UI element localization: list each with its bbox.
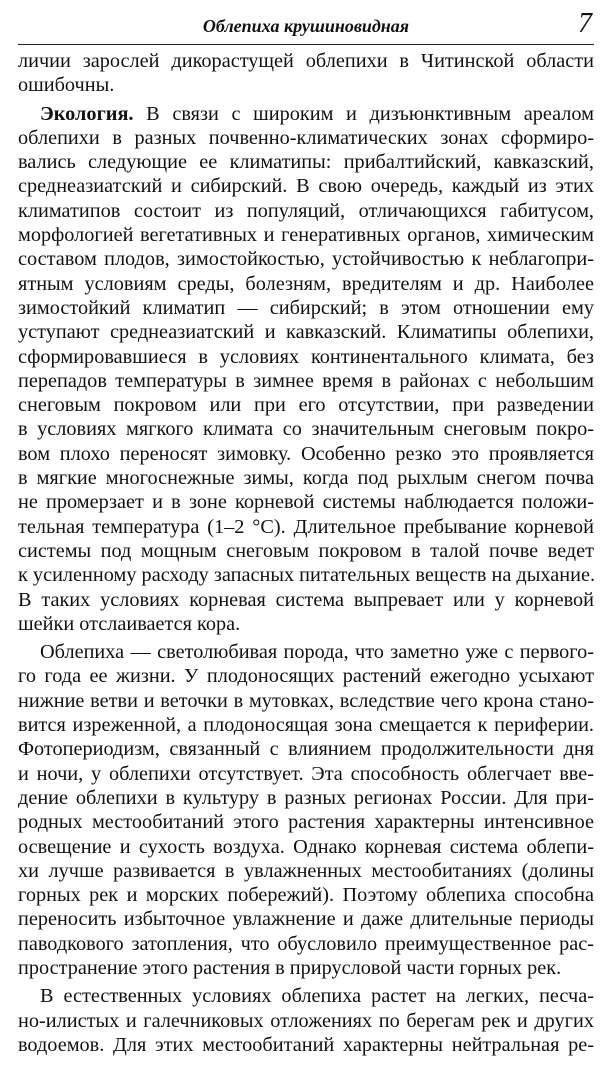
text-line: Облепиха — светолюбивая порода, что заметно уже с первого- <box>40 641 594 664</box>
text-line: к усиленному расходу запасных питательных веществ на дыхание. <box>18 564 596 587</box>
running-title: Облепиха крушиновидная <box>202 16 410 36</box>
text-line: дение облепихи в культуру в разных регионах России. Для при- <box>18 786 594 809</box>
text-line: снеговым покровом или при его отсутствии, при разведении <box>18 394 594 417</box>
text-line: морфологией вегетативных и генеративных органов, химическим <box>18 224 594 247</box>
text-line: личии зарослей дикорастущей облепихи в Читинской области <box>18 50 594 72</box>
text-line: го года ее жизни. У плодоносящих растений ежегодно усыхают <box>18 665 594 688</box>
text-line: облепихи в разных почвенно-климатических зонах сформиро- <box>18 126 594 149</box>
text-line: В таких условиях корневая система выпревает или у корневой <box>18 588 594 611</box>
text-line: паводкового затопления, что обусловило преимущественное рас- <box>18 932 594 955</box>
body-text <box>18 49 594 1057</box>
paragraph <box>18 49 594 98</box>
book-page <box>18 8 594 1057</box>
text-line: не промерзает и в зоне корневой системы наблюдается положи- <box>18 491 594 514</box>
text-line: В естественных условиях облепиха растет на легких, песча- <box>40 985 594 1008</box>
text-line: вом плохо переносят зимовку. Особенно резко это проявляется <box>18 442 594 465</box>
text-line: составом плодов, зимостойкостью, устойчивостью к неблагопри- <box>18 248 594 271</box>
text-line: в мягкие многоснежные зимы, когда под рыхлым снегом почва <box>18 467 594 490</box>
text-line: нижние ветви и веточки в мутовках, вследствие чего крона стано- <box>18 689 594 712</box>
text-line: ятным условиям среды, болезням, вредителям и др. Наиболее <box>18 272 594 295</box>
running-head <box>18 8 594 45</box>
text-line: шейки отслаивается кора. <box>18 612 241 635</box>
text-line: и ночи, у облепихи отсутствует. Эта способность облегчает вве- <box>18 762 594 785</box>
text-line: вится изреженной, а плодоносящая зона смещается к периферии. <box>18 714 594 737</box>
text-line: переносить избыточное увлажнение и даже длительные периоды <box>18 908 594 931</box>
text-line: Фотопериодизм, связанный с влиянием продолжительности дня <box>18 738 594 761</box>
text-line: среднеазиатский и сибирский. В свою очередь, каждый из этих <box>18 175 594 198</box>
text-line: ошибочны. <box>18 74 115 97</box>
text-line: зимостойкий климатип — сибирский; в этом отношении ему <box>18 296 594 319</box>
text-line: водоемов. Для этих местообитаний характерны нейтральная ре- <box>18 1033 594 1056</box>
text-line <box>18 102 594 126</box>
paragraph-ecology <box>18 102 594 637</box>
text-line: вались следующие ее климатипы: прибалтийский, кавказский, <box>18 151 594 174</box>
text-line: горных рек и морских побережий). Поэтому облепиха способна <box>18 884 594 907</box>
paragraph <box>18 984 594 1057</box>
text-line: освещение и сухость воздуха. Однако корневая система облепи- <box>18 835 594 858</box>
text-line: хи лучше развивается в увлажненных местообитаниях (долины <box>18 859 594 882</box>
text-line-rest: В связи с широким и дизъюнктивным ареалом <box>133 102 594 125</box>
text-line: уступают среднеазиатский и кавказский. Климатипы облепихи, <box>18 321 594 344</box>
text-line: в условиях мягкого климата со значительным снеговым покро- <box>18 418 594 441</box>
text-line: родных местообитаний этого растения характерны интенсивное <box>18 811 594 834</box>
text-line: тельная температура (1–2 °C). Длительное пребывание корневой <box>18 515 594 538</box>
text-line: перепадов температуры в зимнее время в районах с небольшим <box>18 369 594 392</box>
page-number: 7 <box>578 8 592 39</box>
text-line: пространение этого растения в прирусловой части горных рек. <box>18 956 562 979</box>
text-line: но-илистых и галечниковых отложениях по берегам рек и других <box>18 1009 594 1032</box>
section-run-in-heading: Экология. <box>40 102 134 125</box>
paragraph <box>18 640 594 980</box>
text-line: климатипов состоит из популяций, отличающихся габитусом, <box>18 199 594 222</box>
text-line: системы под мощным снеговым покровом в талой почве ведет <box>18 539 594 562</box>
text-line: сформировавшиеся в условиях континентального климата, без <box>18 345 594 368</box>
